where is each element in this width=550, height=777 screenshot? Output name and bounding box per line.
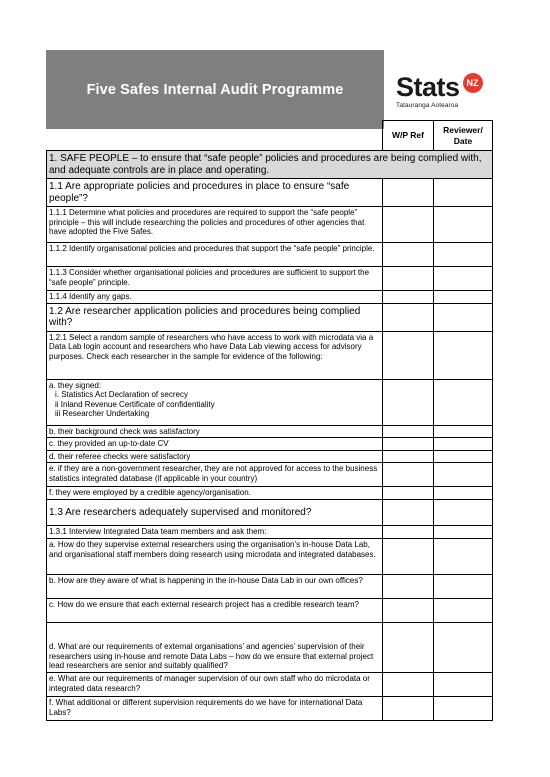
question-1-2: 1.2 Are researcher application policies and procedures being complied with? xyxy=(47,303,383,331)
document-title: Five Safes Internal Audit Programme xyxy=(86,81,344,98)
wp-ref-cell[interactable] xyxy=(383,696,434,720)
table-row xyxy=(47,696,493,720)
reviewer-cell[interactable] xyxy=(434,303,493,331)
step-1-1-1: 1.1.1 Determine what policies and procedures are required to support the “safe people” principle – this will include researching the policies and procedures of other agencies that have adopted the Five Safes. xyxy=(47,207,383,243)
step-3f: f. What additional or different supervision requirements do we have for international Data Labs? xyxy=(47,696,383,720)
wp-ref-header: W/P Ref xyxy=(383,121,434,151)
reviewer-cell[interactable] xyxy=(434,291,493,304)
section-safe-people: 1. SAFE PEOPLE – to ensure that “safe people” policies and procedures are being complied with, and adequate controls are in place and operating. xyxy=(47,151,493,179)
reviewer-cell[interactable] xyxy=(434,574,493,598)
reviewer-cell[interactable] xyxy=(434,438,493,451)
step-e: e. if they are a non-government researcher, they are not approved for access to the business statistics integrated database (if applicable in your country) xyxy=(47,463,383,487)
table-header-row xyxy=(47,121,493,151)
wp-ref-cell[interactable] xyxy=(383,331,434,379)
step-a-item-i: i. Statistics Act Declaration of secrecy xyxy=(55,390,188,400)
reviewer-cell[interactable] xyxy=(434,696,493,720)
wp-ref-cell[interactable] xyxy=(383,463,434,487)
wp-ref-cell[interactable] xyxy=(383,487,434,500)
logo-nz-badge: NZ xyxy=(463,73,483,93)
reviewer-cell[interactable] xyxy=(434,425,493,438)
wp-ref-cell[interactable] xyxy=(383,438,434,451)
reviewer-date-header: Reviewer/ Date xyxy=(434,121,493,151)
table-row xyxy=(47,450,493,463)
logo-wordmark: Stats xyxy=(396,71,460,102)
reviewer-cell[interactable] xyxy=(434,622,493,672)
wp-ref-cell[interactable] xyxy=(383,267,434,291)
wp-ref-cell[interactable] xyxy=(383,243,434,267)
section-row xyxy=(47,151,493,179)
step-a-label: a. they signed: xyxy=(49,380,102,390)
wp-ref-cell[interactable] xyxy=(383,450,434,463)
wp-ref-cell[interactable] xyxy=(383,622,434,672)
audit-programme-table xyxy=(46,120,493,721)
reviewer-cell[interactable] xyxy=(434,331,493,379)
reviewer-cell[interactable] xyxy=(434,672,493,696)
wp-ref-cell[interactable] xyxy=(383,303,434,331)
table-row xyxy=(47,463,493,487)
wp-ref-cell[interactable] xyxy=(383,598,434,622)
wp-ref-cell[interactable] xyxy=(383,291,434,304)
logo-tagline: Tatauranga Aotearoa xyxy=(396,101,459,109)
table-row xyxy=(47,574,493,598)
step-1-2-1: 1.2.1 Select a random sample of researchers who have access to work with microdata via a Data Lab login account and researchers who have Data Lab viewing access for advisory purposes. Check each researcher in the sample for evidence of the following: xyxy=(47,331,383,379)
wp-ref-cell[interactable] xyxy=(383,207,434,243)
reviewer-cell[interactable] xyxy=(434,598,493,622)
reviewer-cell[interactable] xyxy=(434,450,493,463)
question-1-3: 1.3 Are researchers adequately supervised and monitored? xyxy=(47,499,383,525)
step-d: d. their referee checks were satisfactory xyxy=(47,450,383,463)
table-row xyxy=(47,331,493,379)
step-b: b. their background check was satisfactory xyxy=(47,425,383,438)
reviewer-cell[interactable] xyxy=(434,179,493,207)
reviewer-cell[interactable] xyxy=(434,379,493,425)
step-f: f. they were employed by a credible agency/organisation. xyxy=(47,487,383,500)
table-row xyxy=(47,207,493,243)
header-blank-cell xyxy=(47,121,383,151)
title-banner xyxy=(46,50,384,129)
step-3b: b. How are they aware of what is happening in the in-house Data Lab in our own offices? xyxy=(47,574,383,598)
reviewer-cell[interactable] xyxy=(434,499,493,525)
table-row xyxy=(47,438,493,451)
wp-ref-cell[interactable] xyxy=(383,574,434,598)
question-1-1: 1.1 Are appropriate policies and procedures in place to ensure “safe people”? xyxy=(47,179,383,207)
reviewer-cell[interactable] xyxy=(434,207,493,243)
step-1-3-1: 1.3.1 Interview Integrated Data team members and ask them: xyxy=(47,525,383,538)
stats-nz-logo xyxy=(384,50,492,129)
wp-ref-cell[interactable] xyxy=(383,538,434,574)
step-3e: e. What are our requirements of manager supervision of our own staff who do microdata or integrated data research? xyxy=(47,672,383,696)
reviewer-cell[interactable] xyxy=(434,267,493,291)
table-row xyxy=(47,598,493,622)
wp-ref-cell[interactable] xyxy=(383,525,434,538)
question-row xyxy=(47,179,493,207)
table-row xyxy=(47,525,493,538)
reviewer-cell[interactable] xyxy=(434,243,493,267)
wp-ref-cell[interactable] xyxy=(383,379,434,425)
table-row xyxy=(47,672,493,696)
table-row xyxy=(47,538,493,574)
table-row xyxy=(47,622,493,672)
document-header xyxy=(46,50,492,129)
wp-ref-cell[interactable] xyxy=(383,672,434,696)
step-3a: a. How do they supervise external researchers using the organisation’s in-house Data Lab, and organisational staff members doing research using microdata and integrated databases. xyxy=(47,538,383,574)
reviewer-cell[interactable] xyxy=(434,538,493,574)
table-row xyxy=(47,487,493,500)
step-1-1-2: 1.1.2 Identify organisational policies and procedures that support the “safe people” principle. xyxy=(47,243,383,267)
step-a-signed xyxy=(47,379,383,425)
wp-ref-cell[interactable] xyxy=(383,425,434,438)
table-row xyxy=(47,267,493,291)
wp-ref-cell[interactable] xyxy=(383,499,434,525)
table-row xyxy=(47,243,493,267)
step-1-1-4: 1.1.4 Identify any gaps. xyxy=(47,291,383,304)
table-row xyxy=(47,379,493,425)
step-a-item-ii: ii Inland Revenue Certificate of confidentiality xyxy=(55,399,215,409)
step-3c: c. How do we ensure that each external research project has a credible research team? xyxy=(47,598,383,622)
table-row xyxy=(47,425,493,438)
step-a-item-iii: iii Researcher Undertaking xyxy=(55,409,150,419)
wp-ref-cell[interactable] xyxy=(383,179,434,207)
step-1-1-3: 1.1.3 Consider whether organisational policies and procedures are sufficient to support the “safe people” principle. xyxy=(47,267,383,291)
step-3d: d. What are our requirements of external organisations’ and agencies’ supervision of their researchers using in-house and remote Data Labs – how do we ensure that external project lead researchers are senior and suitably qualified? xyxy=(47,622,383,672)
question-row xyxy=(47,303,493,331)
question-row xyxy=(47,499,493,525)
table-row xyxy=(47,291,493,304)
reviewer-cell[interactable] xyxy=(434,487,493,500)
step-c: c. they provided an up-to-date CV xyxy=(47,438,383,451)
reviewer-cell[interactable] xyxy=(434,463,493,487)
reviewer-cell[interactable] xyxy=(434,525,493,538)
